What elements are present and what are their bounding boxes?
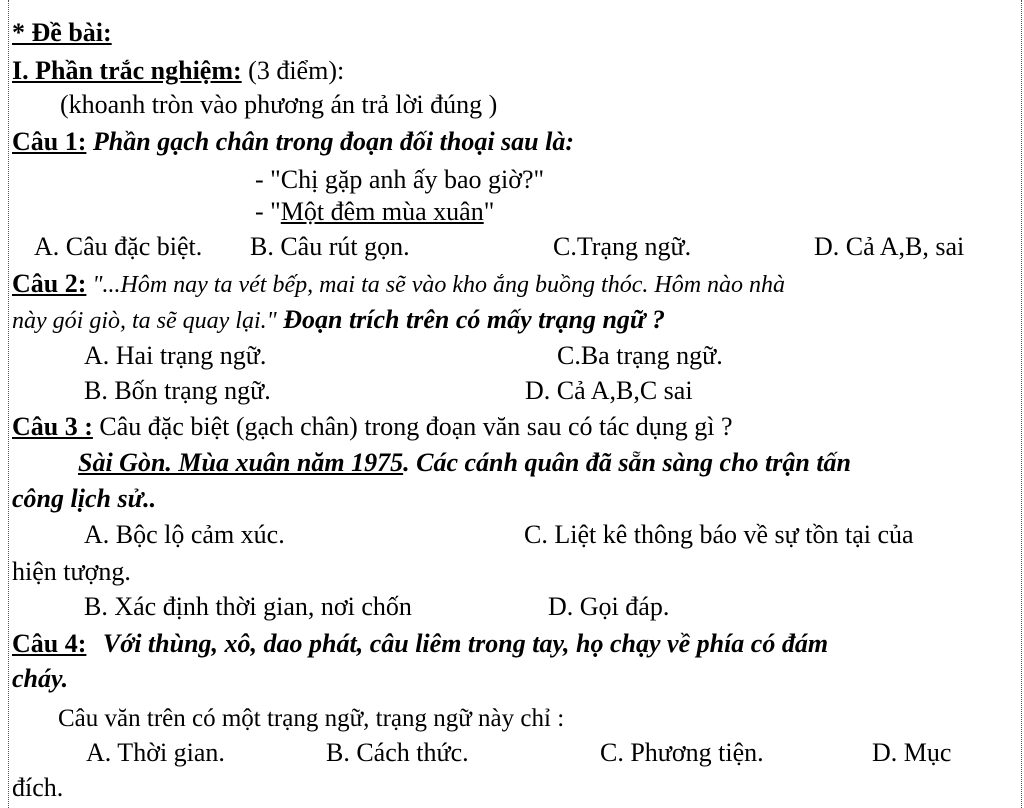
q3-option-b[interactable]: B. Xác định thời gian, nơi chốn: [84, 592, 412, 621]
section-heading: [12, 54, 344, 88]
question-2-quote-part-2: này gói giò, ta sẽ quay lại.": [12, 308, 277, 334]
question-3-label: Câu 3 :: [12, 412, 93, 441]
question-3-prompt: Câu đặc biệt (gạch chân) trong đoạn văn sau có tác dụng gì ?: [92, 412, 733, 441]
q3-option-d[interactable]: D. Gọi đáp.: [548, 592, 670, 621]
question-2-quote-part-1: "...Hôm nay ta vét bếp, mai ta sẽ vào kho ắng buồng thóc. Hôm nào nhà: [86, 272, 786, 298]
q1-option-b[interactable]: B. Câu rút gọn.: [250, 232, 410, 261]
q3-option-c-continued: hiện tượng.: [12, 557, 131, 586]
q4-option-d[interactable]: D. Mục: [872, 738, 952, 767]
question-4-label: Câu 4:: [12, 629, 87, 658]
de-bai-heading: * Đề bài:: [12, 18, 112, 47]
q1-option-a[interactable]: A. Câu đặc biệt.: [34, 232, 203, 261]
q2-option-d[interactable]: D. Cả A,B,C sai: [525, 376, 693, 405]
question-2-line-1: [12, 267, 785, 302]
section-points: (3 điểm):: [241, 56, 345, 85]
q1-option-c[interactable]: C.Trạng ngữ.: [553, 232, 692, 261]
dialog-underlined-phrase: Một đêm mùa xuân: [280, 197, 484, 226]
question-2-line-2: [12, 303, 665, 338]
q2-option-a[interactable]: A. Hai trạng ngữ.: [84, 341, 267, 370]
q4-option-d-continued: đích.: [12, 773, 64, 802]
q3-option-c[interactable]: C. Liệt kê thông báo về sự tồn tại của: [524, 520, 914, 549]
q4-option-b[interactable]: B. Cách thức.: [326, 738, 469, 767]
question-1-label: Câu 1:: [12, 127, 87, 156]
question-4-prompt-2: cháy.: [12, 664, 69, 693]
question-3-passage-underlined: Sài Gòn. Mùa xuân năm 1975: [78, 448, 404, 477]
question-4-statement: Câu văn trên có một trạng ngữ, trạng ngữ này chỉ :: [58, 705, 565, 732]
question-1-dialog-line-2: [255, 195, 494, 229]
question-1-dialog-line-1: - "Chị gặp anh ấy bao giờ?": [255, 165, 545, 194]
q2-option-c[interactable]: C.Ba trạng ngữ.: [557, 341, 723, 370]
question-3-passage-line-2: công lịch sử..: [12, 484, 157, 513]
question-2-prompt: Đoạn trích trên có mấy trạng ngữ ?: [276, 305, 666, 334]
page-border-right: [1021, 0, 1022, 808]
question-3-line: [12, 410, 733, 444]
instruction: (khoanh tròn vào phương án trả lời đúng ): [60, 90, 498, 119]
q2-option-b[interactable]: B. Bốn trạng ngữ.: [84, 376, 271, 405]
question-4-prompt-1: Với thùng, xô, dao phát, câu liêm trong tay, họ chạy về phía có đám: [96, 629, 829, 658]
question-3-passage-rest: . Các cánh quân đã sẵn sàng cho trận tấn: [403, 448, 852, 477]
question-2-label: Câu 2:: [12, 269, 87, 298]
section-title: I. Phần trắc nghiệm:: [12, 56, 242, 85]
page-border-left: [8, 0, 9, 808]
q3-option-a[interactable]: A. Bộc lộ cảm xúc.: [84, 520, 285, 549]
question-1-line: [12, 125, 574, 159]
dialog-prefix: - ": [255, 197, 281, 226]
q1-option-d[interactable]: D. Cả A,B, sai: [814, 232, 965, 261]
q4-option-a[interactable]: A. Thời gian.: [86, 738, 225, 767]
q4-option-c[interactable]: C. Phương tiện.: [600, 738, 764, 767]
question-3-passage-line-1: [78, 446, 851, 480]
question-4-line-1: [12, 627, 828, 661]
question-1-prompt: Phần gạch chân trong đoạn đối thoại sau là:: [86, 127, 575, 156]
dialog-suffix: ": [483, 197, 495, 226]
